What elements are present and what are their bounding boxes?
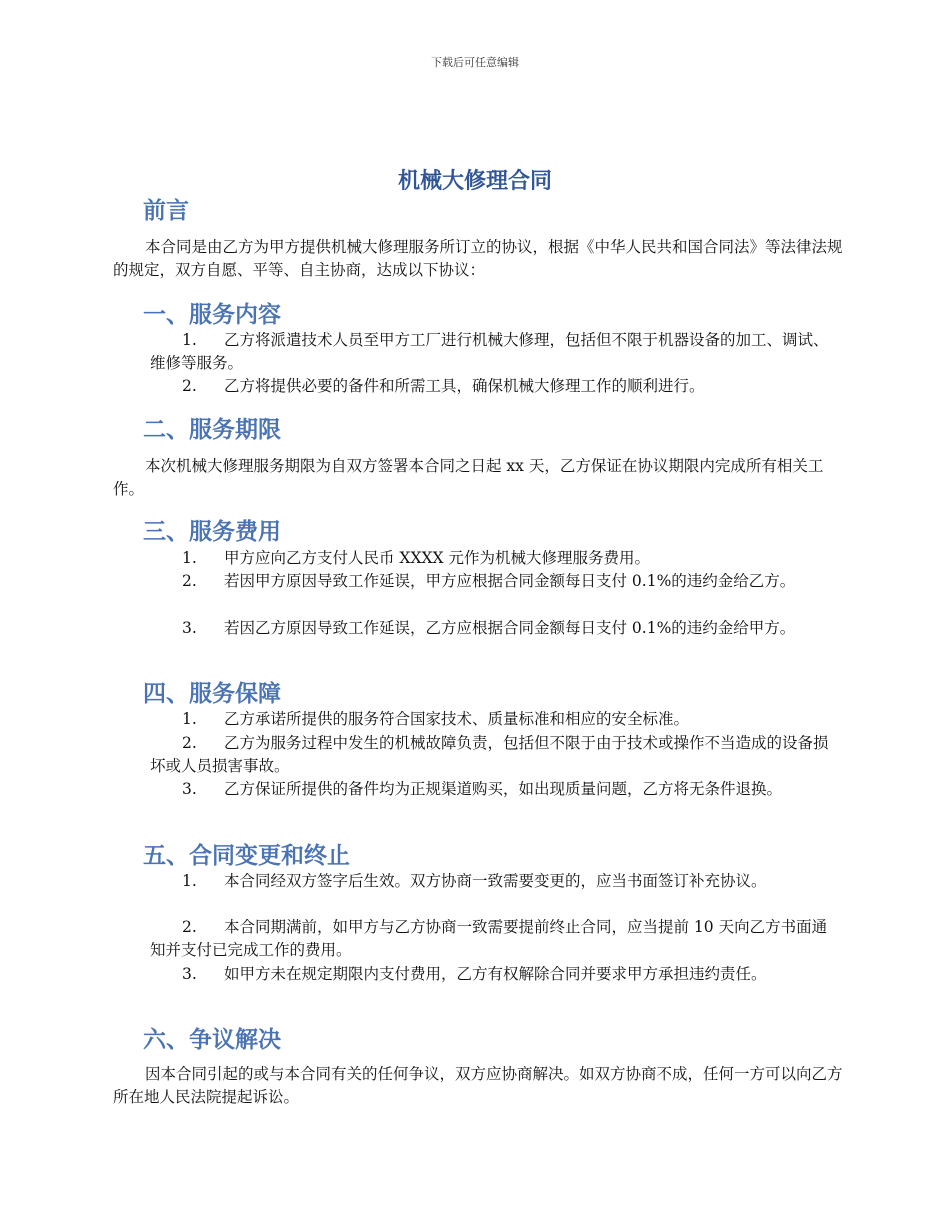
- section-5-item-3: [150, 963, 842, 986]
- item-number: 2.: [182, 918, 197, 936]
- item-text: 若因甲方原因导致工作延误，甲方应根据合同金额每日支付 0.1%的违约金给乙方。: [224, 572, 796, 590]
- section-3-item-3: [150, 617, 842, 640]
- item-number: 1.: [182, 872, 197, 890]
- item-text: 乙方为服务过程中发生的机械故障负责，包括但不限于由于技术或操作不当造成的设备损坏或人员损害事故。: [150, 734, 829, 775]
- section-2-heading: 二、服务期限: [143, 417, 281, 443]
- item-text: 乙方将派遣技术人员至甲方工厂进行机械大修理，包括但不限于机器设备的加工、调试、维修等服务。: [150, 331, 829, 372]
- section-1-item-1: [150, 329, 842, 375]
- section-3-item-1: [150, 547, 842, 570]
- item-number: 3.: [182, 780, 197, 798]
- preface-heading: 前言: [143, 198, 189, 224]
- item-number: 2.: [182, 734, 197, 752]
- item-number: 1.: [182, 549, 197, 567]
- section-3-heading: 三、服务费用: [143, 519, 281, 545]
- document-title: 机械大修理合同: [397, 168, 552, 194]
- section-5-item-1: [150, 870, 842, 893]
- item-text: 本合同经双方签字后生效。双方协商一致需要变更的，应当书面签订补充协议。: [224, 872, 767, 890]
- section-5-item-2: [150, 916, 842, 962]
- section-6-heading: 六、争议解决: [143, 1027, 281, 1053]
- item-text: 乙方承诺所提供的服务符合国家技术、质量标准和相应的安全标准。: [224, 710, 690, 728]
- section-4-item-1: [150, 708, 842, 731]
- item-text: 若因乙方原因导致工作延误，乙方应根据合同金额每日支付 0.1%的违约金给甲方。: [224, 619, 796, 637]
- preface-paragraph: 本合同是由乙方为甲方提供机械大修理服务所订立的协议，根据《中华人民共和国合同法》等法律法规的规定，双方自愿、平等、自主协商，达成以下协议：: [113, 238, 843, 279]
- item-text: 如甲方未在规定期限内支付费用，乙方有权解除合同并要求甲方承担违约责任。: [224, 965, 767, 983]
- section-4-heading: 四、服务保障: [143, 681, 281, 707]
- item-number: 1.: [182, 710, 197, 728]
- item-text: 乙方保证所提供的备件均为正规渠道购买，如出现质量问题，乙方将无条件退换。: [224, 780, 783, 798]
- item-text: 乙方将提供必要的备件和所需工具，确保机械大修理工作的顺利进行。: [224, 377, 705, 395]
- section-2-paragraph: 本次机械大修理服务期限为自双方签署本合同之日起 xx 天，乙方保证在协议期限内完成所有相关工作。: [113, 457, 824, 498]
- item-number: 3.: [182, 965, 197, 983]
- item-number: 2.: [182, 572, 197, 590]
- section-6-paragraph: 因本合同引起的或与本合同有关的任何争议，双方应协商解决。如双方协商不成，任何一方可以向乙方所在地人民法院提起诉讼。: [113, 1065, 843, 1106]
- item-number: 1.: [182, 331, 197, 349]
- header-note: 下载后可任意编辑: [431, 56, 519, 69]
- section-4-item-3: [150, 778, 842, 801]
- section-1-heading: 一、服务内容: [143, 302, 281, 328]
- item-text: 甲方应向乙方支付人民币 XXXX 元作为机械大修理服务费用。: [224, 549, 650, 567]
- item-number: 2.: [182, 377, 197, 395]
- section-4-item-2: [150, 732, 842, 778]
- section-1-item-2: [150, 375, 842, 398]
- item-number: 3.: [182, 619, 197, 637]
- section-5-heading: 五、合同变更和终止: [143, 843, 350, 869]
- item-text: 本合同期满前，如甲方与乙方协商一致需要提前终止合同，应当提前 10 天向乙方书面通知并支付已完成工作的费用。: [150, 918, 828, 959]
- section-3-item-2: [150, 570, 842, 593]
